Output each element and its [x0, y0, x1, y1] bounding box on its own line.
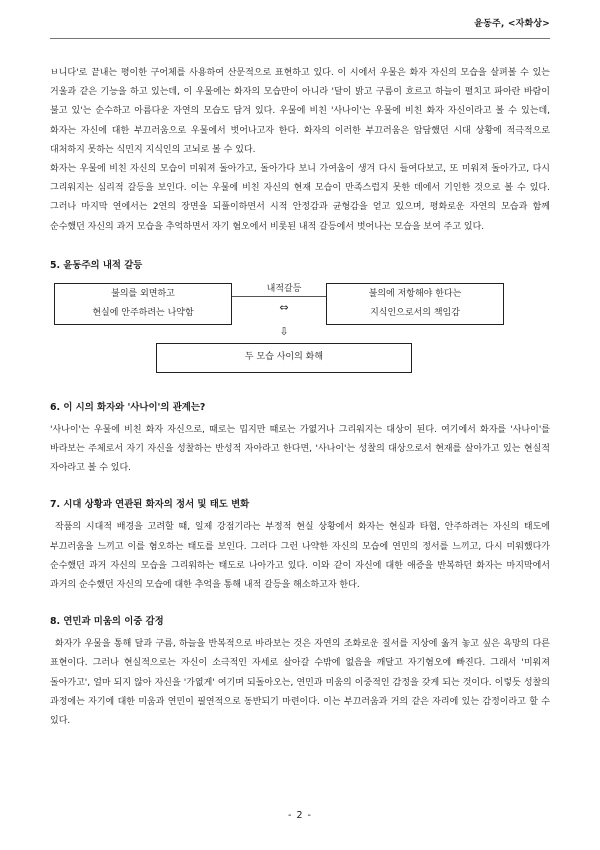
responsibility-box — [326, 283, 504, 325]
page-number: - 2 - — [288, 810, 312, 821]
section-8-body: 화자가 우물을 통해 달과 구름, 하늘을 반복적으로 바라보는 것은 자연의 조화로운 질서를 지상에 옮겨 놓고 싶은 욕망의 다른 표현이다. 그러나 현실적으로는 자신이 소극적인 자세로 살아갈 수밖에 없음을 깨달고 자기혐오에 빠진다. 그래서 '미워져 돌아가고', 얼마 되지 않아 자신을 '가엾게' 여기며 되돌아오는, 연민과 미움의 이중적인 감정을 갖게 되는 것이다. 이렇듯 성찰의 과정에는 자기에 대한 미움과 연민이 필연적으로 동반되기 마련이다. 이는 부끄러움과 거의 같은 자리에 있는 감정이라고 할 수 있다. — [50, 639, 550, 727]
section-8-heading: 8. 연민과 미움의 이중 감정 — [50, 616, 164, 628]
section-6-heading: 6. 이 시의 화자와 '사나이'의 관계는? — [50, 401, 206, 413]
inner-conflict-diagram — [50, 283, 550, 393]
weakness-box-line-2: 현실에 안주하려는 나약함 — [92, 307, 194, 318]
weakness-box — [54, 283, 232, 325]
double-arrow-icon: ⇔ — [279, 300, 289, 314]
page-header-title: 윤동주, <자화상> — [474, 19, 550, 29]
intro-paragraph-2: 화자는 우물에 비친 자신의 모습이 미워져 돌아가고, 돌아가다 보니 가여움이 생겨 다시 들여다보고, 또 미워져 돌아가고, 다시 그리워지는 심리적 갈등을 보인다. 이는 우물에 비친 자신의 현재 모습이 만족스럽지 못한 데에서 기인한 것으로 볼 수 있다. 그러나 마지막 연에서는 2연의 장면을 되풀이하면서 시적 안정감과 균형감을 얻고 있으며, 평화로운 자연의 모습과 함께 순수했던 자신의 과거 모습을 추억하면서 자기 혐오에서 비롯된 내적 갈등에서 벗어나는 모습을 보여 주고 있다. — [50, 164, 550, 232]
responsibility-box-line-2: 지식인으로서의 책임감 — [370, 307, 460, 318]
section-6-body: '사나이'는 우물에 비친 화자 자신으로, 때로는 밉지만 때로는 가엾거나 그리워지는 대상이 된다. 여기에서 화자를 '사나이'를 바라보는 주체로서 자기 자신을 성찰하는 반성적 자아라고 한다면, '사나이'는 성찰의 대상으로서 현재를 살아가고 있는 현실적 자아라고 볼 수 있다. — [50, 424, 550, 474]
intro-paragraph-1: ㅂ니다'로 끝내는 평이한 구어체를 사용하여 산문적으로 표현하고 있다. 이 시에서 우물은 화자 자신의 모습을 살펴볼 수 있는 거울과 같은 기능을 하고 있는데, 이 우물에는 화자의 모습만이 아니라 '달이 밝고 구름이 흐르고 하늘이 펼치고 파아란 바람이 불고 있'는 순수하고 아름다운 자연의 모습도 담겨 있다. 우물에 비친 '사나이'는 우물에 비친 화자 자신이라고 볼 수 있는데, 화자는 자신에 대한 부끄러움으로 우물에서 벗어나고자 한다. 화자의 이러한 부끄러움은 암담했던 시대 상황에 적극적으로 대처하지 못하는 식민지 지식인의 고뇌로 볼 수 있다. — [50, 68, 550, 155]
down-arrow-icon: ⇩ — [279, 324, 289, 338]
document-body — [50, 64, 550, 731]
section-7-heading: 7. 시대 상황과 연관된 화자의 정서 및 태도 변화 — [50, 499, 250, 511]
conflict-label: 내적갈등 — [266, 283, 302, 294]
section-5-heading: 5. 윤동주의 내적 갈등 — [50, 259, 143, 271]
reconciliation-box — [156, 343, 412, 373]
section-7-body: 작품의 시대적 배경을 고려할 때, 일제 강점기라는 부정적 현실 상황에서 화자는 현실과 타협, 안주하려는 자신의 태도에 부끄러움을 느끼고 이를 혐오하는 태도를 보인다. 그러다 그런 나약한 자신의 모습에 연민의 정서를 느끼고, 다시 미워했다가 순수했던 과거 자신의 모습을 그리워하는 태도로 나아가고 있다. 이와 같이 자신에 대한 애증을 반복하던 화자는 마지막에서 과거의 순수했던 자신의 모습에 대한 추억을 통해 내적 갈등을 해소하고자 한다. — [50, 522, 550, 591]
reconciliation-box-label: 두 모습 사이의 화해 — [244, 352, 324, 363]
weakness-box-line-1: 불의를 외면하고 — [111, 288, 175, 299]
responsibility-box-line-1: 불의에 저항해야 한다는 — [368, 288, 462, 299]
conflict-connector-line — [232, 296, 326, 297]
header-divider — [50, 38, 550, 39]
